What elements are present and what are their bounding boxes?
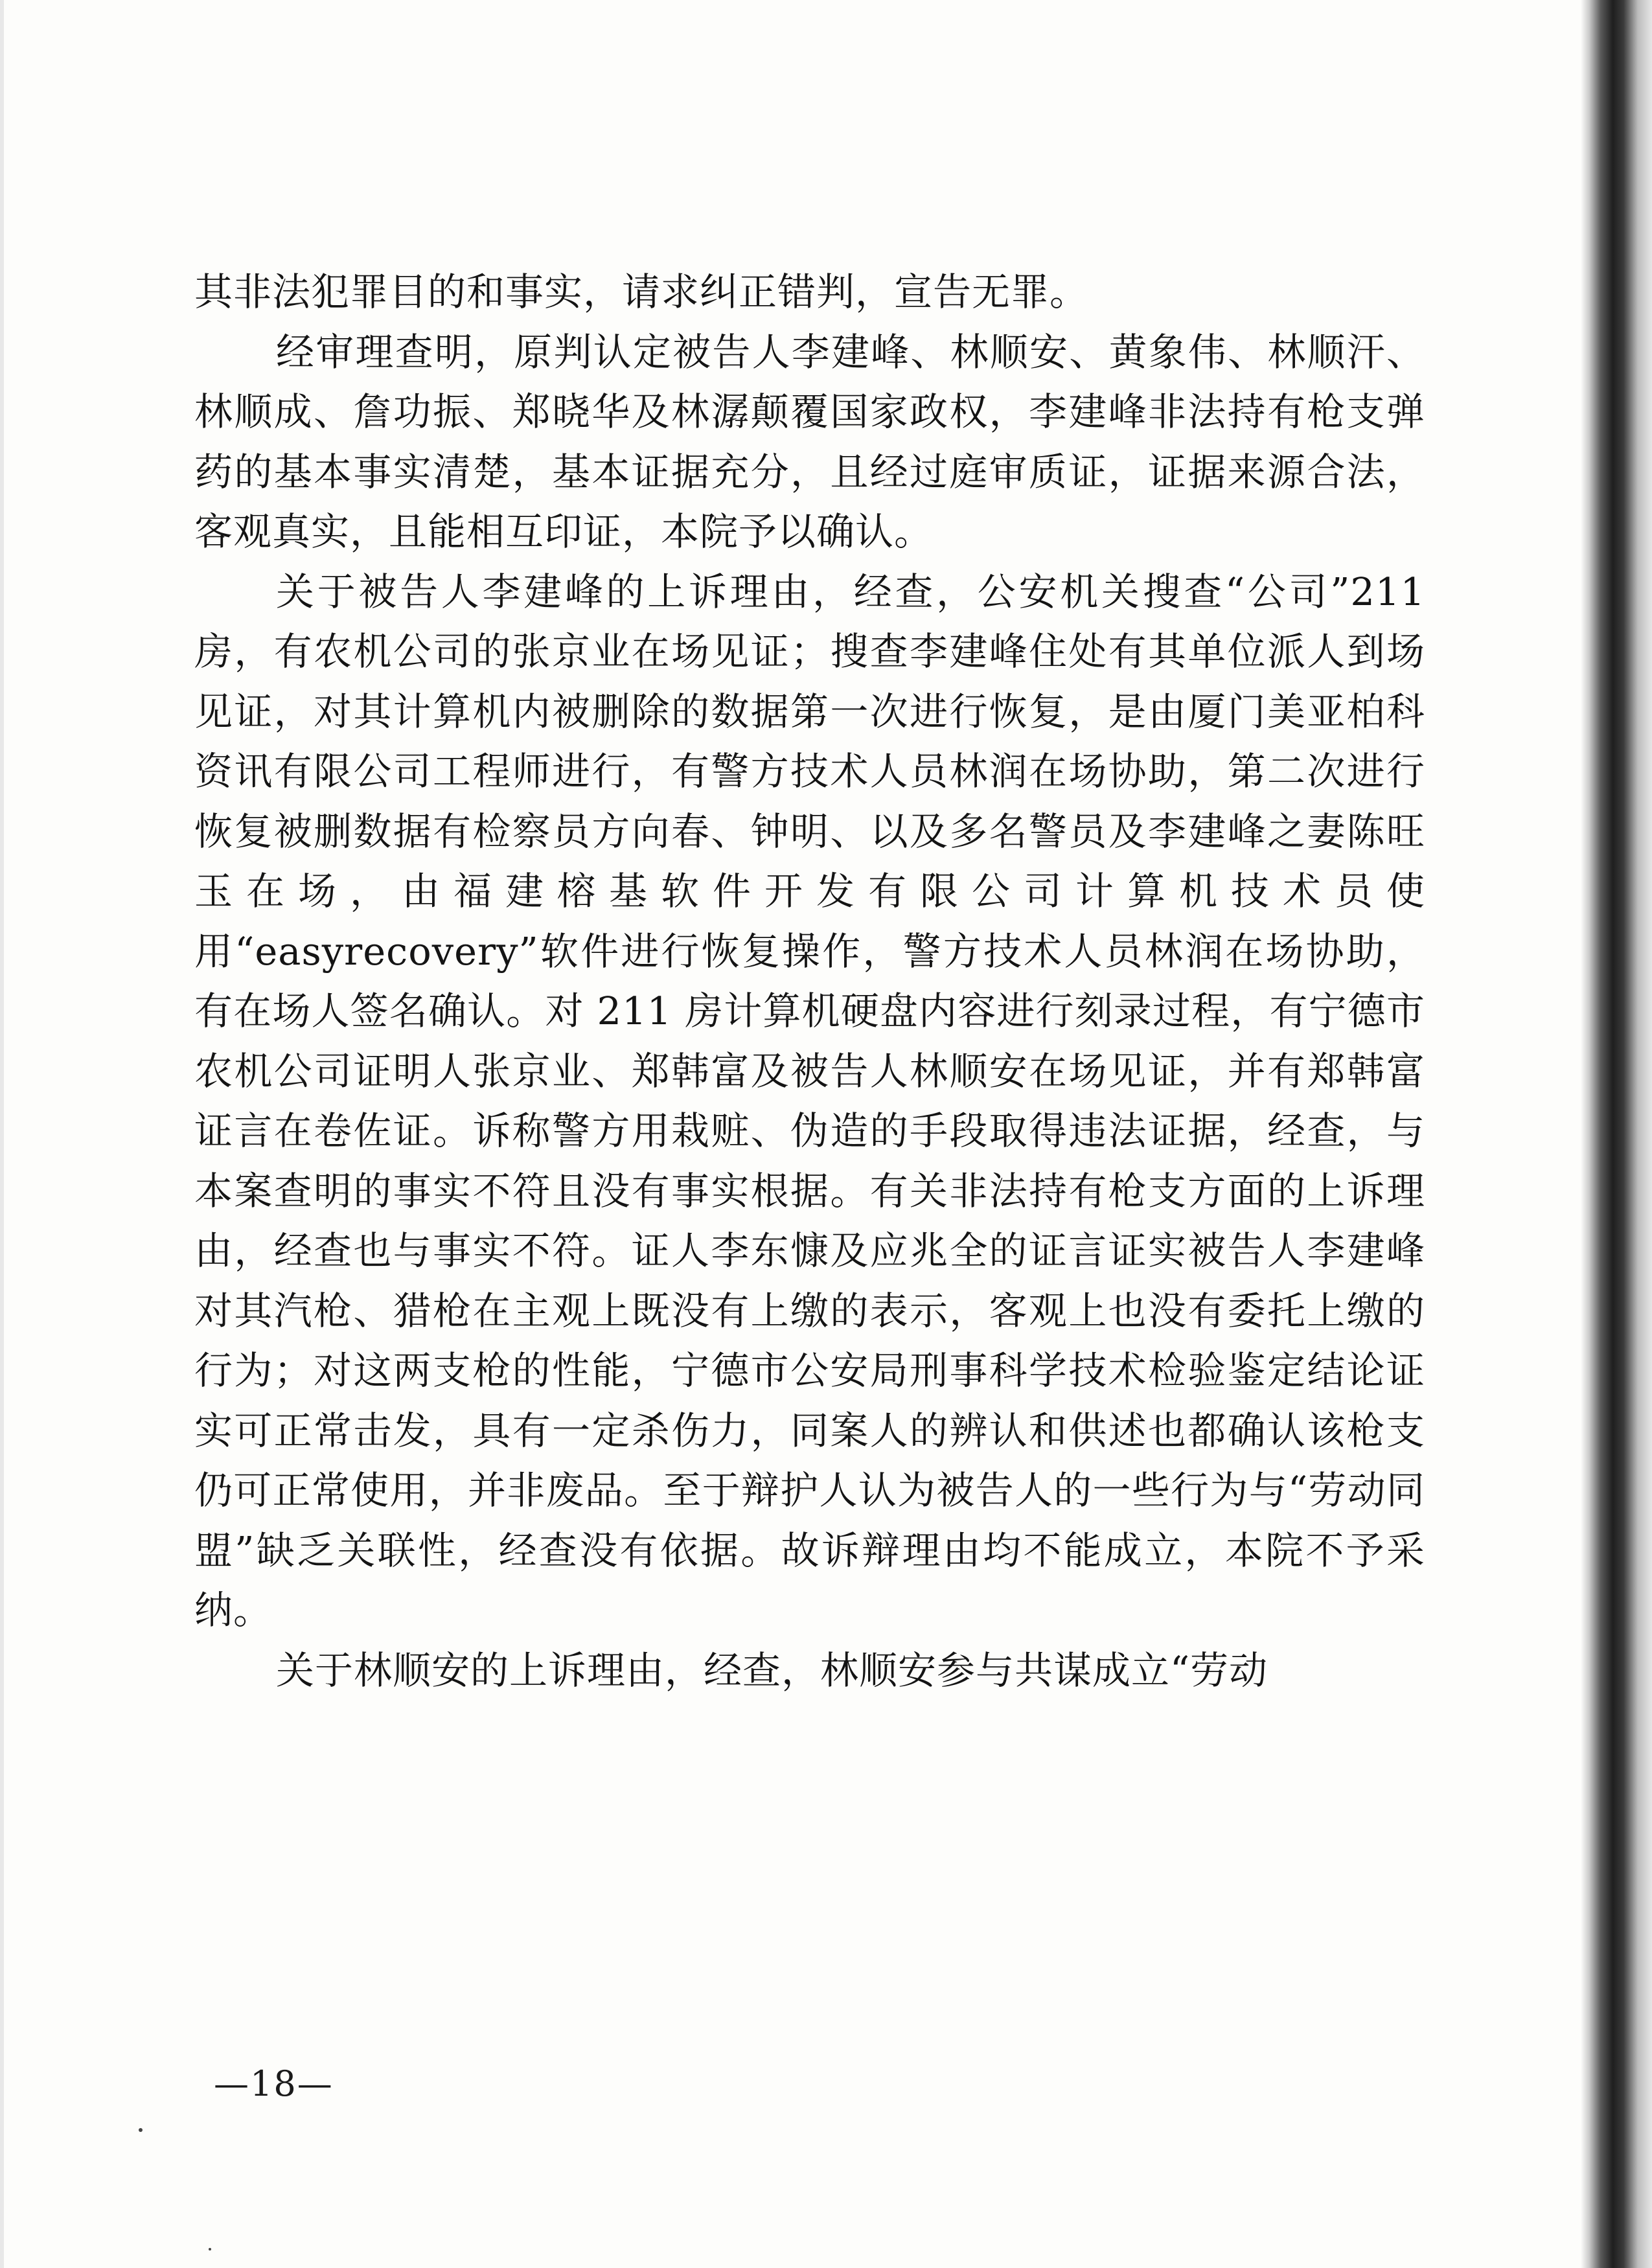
paragraph-findings: 经审理查明，原判认定被告人李建峰、林顺安、黄象伟、林顺汗、林顺成、詹功振、郑晓华及林潺颠覆国家政权，李建峰非法持有枪支弹药的基本事实清楚，基本证据充分，且经过庭审质证，证据来源合法，客观真实，且能相互印证，本院予以确认。 [194, 329, 1425, 554]
paragraph-continuation: 其非法犯罪目的和事实，请求纠正错判，宣告无罪。 [194, 269, 1089, 314]
scan-shadow-right [1581, 0, 1652, 2268]
page-number: —18— [214, 2063, 334, 2104]
scan-speck [139, 2128, 143, 2132]
body-text [194, 262, 1425, 1701]
scan-speck [209, 2248, 211, 2251]
scan-edge-left [0, 0, 4, 2268]
paragraph-li-jianfeng-appeal: 关于被告人李建峰的上诉理由，经查，公安机关搜查“公司”211 房，有农机公司的张京业在场见证；搜查李建峰住处有其单位派人到场见证，对其计算机内被删除的数据第一次进行恢复，是由厦门美亚柏科资讯有限公司工程师进行，有警方技术人员林润在场协助，第二次进行恢复被删数据有检察员方向春、钟明、以及多名警员及李建峰之妻陈旺玉在场，由福建榕基软件开发有限公司计算机技术员使用“easyrecovery”软件进行恢复操作，警方技术人员林润在场协助，有在场人签名确认。对 211 房计算机硬盘内容进行刻录过程，有宁德市农机公司证明人张京业、郑韩富及被告人林顺安在场见证，并有郑韩富证言在卷佐证。诉称警方用栽赃、伪造的手段取得违法证据，经查，与本案查明的事实不符且没有事实根据。有关非法持有枪支方面的上诉理由，经查也与事实不符。证人李东慷及应兆全的证言证实被告人李建峰对其汽枪、猎枪在主观上既没有上缴的表示，客观上也没有委托上缴的行为；对这两支枪的性能，宁德市公安局刑事科学技术检验鉴定结论证实可正常击发，具有一定杀伤力，同案人的辨认和供述也都确认该枪支仍可正常使用，并非废品。至于辩护人认为被告人的一些行为与“劳动同盟”缺乏关联性，经查没有依据。故诉辩理由均不能成立，本院不予采纳。 [194, 569, 1425, 1632]
paragraph-lin-shunan-appeal: 关于林顺安的上诉理由，经查，林顺安参与共谋成立“劳动 [276, 1647, 1268, 1693]
